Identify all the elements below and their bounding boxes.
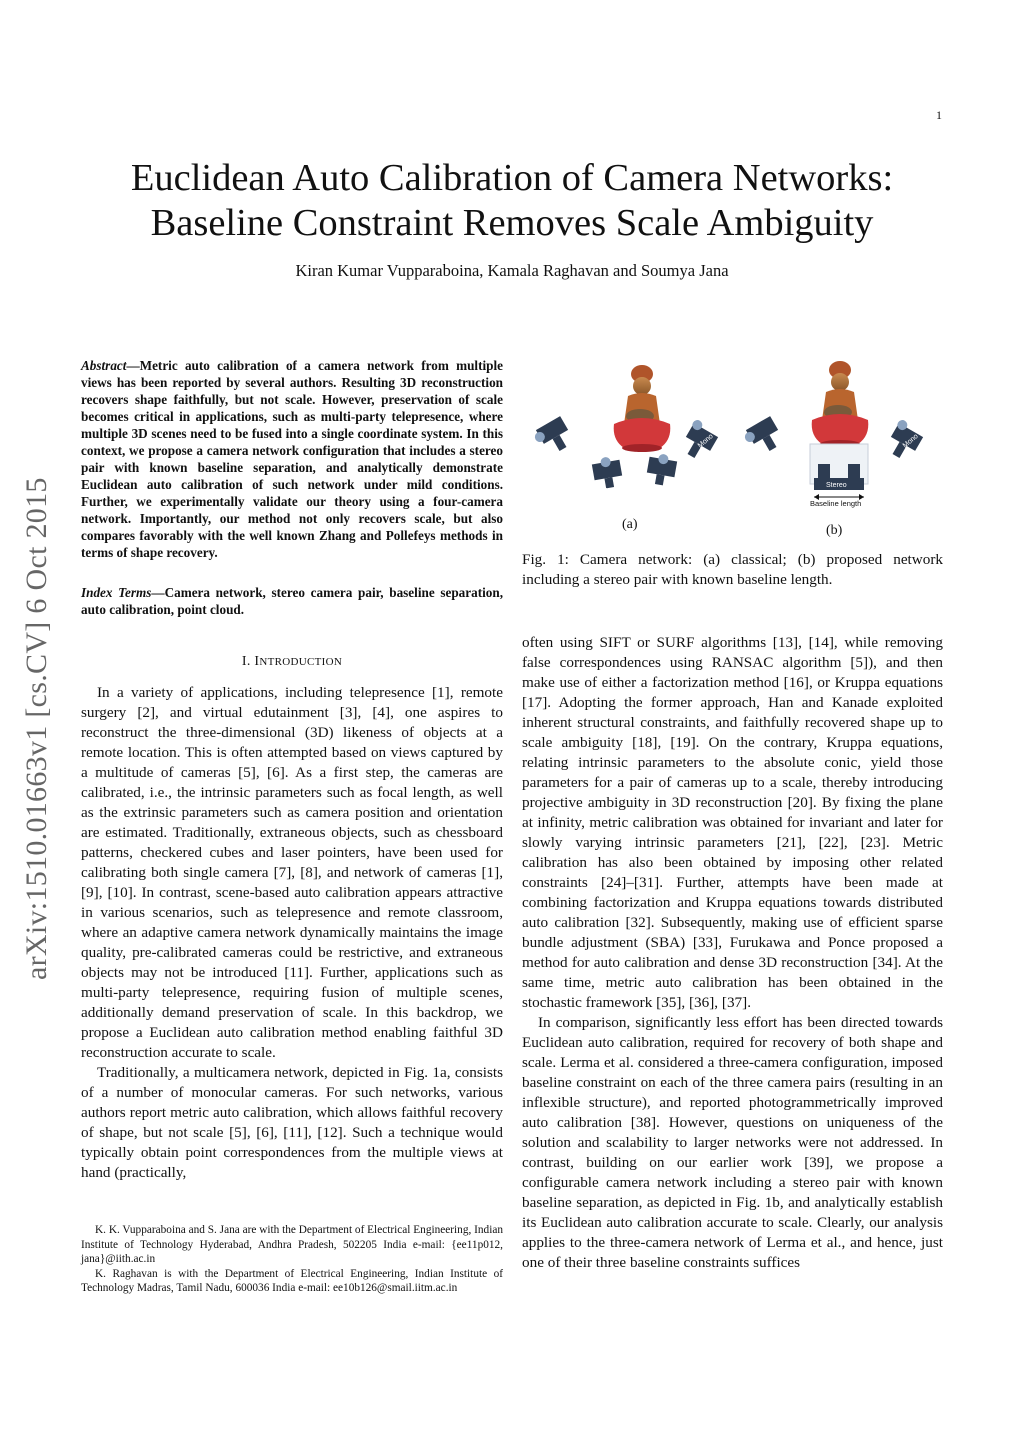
abstract: [81, 357, 503, 561]
intro-paragraph-1: In a variety of applications, including telepresence [1], remote surgery [2], and virtual edutainment [3], [4], one aspires to reconstruct the three-dimensional (3D) likeness of objects at a remote location. This is often attempted based on views captured by a multitude of cameras [5], [6]. As a first step, the cameras are calibrated, i.e., the intrinsic parameters such as focal length, as well as the extrinsic parameters such as camera position and orientation are estimated. Traditionally, extraneous objects, such as chessboard patterns, checkered cubes and laser pointers, have been used for calibrating both single camera [7], [8], and network of cameras [1], [9], [10]. In contrast, scene-based auto calibration appears attractive in various scenarios, such as telepresence and remote classroom, where an adaptive camera network dynamically maintains the image quality, pre-calibrated cameras could be restrictive, and extraneous objects may not be introduced [11]. Further, applications such as multi-party telepresence, requiring fusion of multiple scenes, additionally demand preservation of scale. In this backdrop, we propose a Euclidean auto calibration method enabling faithful 3D reconstruction accurate to scale.: [81, 684, 503, 1061]
mono-label: Mono: [598, 487, 616, 494]
index-terms-text: —Camera network, stereo camera pair, baseline separation, auto calibration, point cloud.: [81, 585, 503, 617]
footnote: [81, 1223, 503, 1296]
figurine-a: [614, 365, 671, 452]
index-terms-label: Index Terms: [81, 585, 152, 600]
camera-icon: [645, 452, 678, 487]
stereo-pair: [810, 444, 868, 508]
arxiv-stamp: [20, 400, 60, 980]
intro-paragraph-2: Traditionally, a multicamera network, depicted in Fig. 1a, consists of a number of monocular cameras. For such networks, various authors report metric auto calibration, which allows faithful recovery of shape, but not scale [5], [6], [11], [12]. Such a technique would typically obtain point correspondences from the multiple views at hand (practically,: [81, 1064, 503, 1181]
section-number: I. I: [241, 654, 260, 669]
intro-body: [81, 683, 503, 1183]
mono-label: Mono: [901, 432, 920, 450]
authors: Kiran Kumar Vupparaboina, Kamala Raghavan and Soumya Jana: [295, 261, 729, 280]
figure-1: [522, 352, 943, 542]
camera-icon: [532, 416, 576, 458]
arxiv-id: arXiv:1510.01663v1 [cs.CV] 6 Oct 2015: [20, 477, 53, 980]
mono-label: Mono: [537, 451, 556, 466]
title-line-1: Euclidean Auto Calibration of Camera Networks:: [130, 157, 894, 199]
footnote-1: K. K. Vupparaboina and S. Jana are with the Department of Electrical Engineering, Indian Institute of Technology Hyderabad, Andhra Pradesh, 502205 India e-mail: {ee11p012, jana}@iith.ac.in: [81, 1224, 503, 1266]
mono-label: Mono: [747, 451, 766, 466]
camera-icon: [883, 418, 926, 463]
baseline-label: Baseline length: [810, 499, 862, 508]
camera-icon: [742, 416, 786, 458]
right-column-body: [522, 633, 943, 1273]
figure-caption: Fig. 1: Camera network: (a) classical; (b) proposed network including a stereo pair with known baseline length.: [522, 551, 943, 588]
right-paragraph-1: often using SIFT or SURF algorithms [13], [14], while removing false correspondences using RANSAC algorithm [5]), and then make use of either a factorization method [16], or Kruppa equations [17]. Adopting the former approach, Han and Kanade exploited inherent structural constraints, and faithfully recovered shape up to scale ambiguity [18], [19]. On the contrary, Kruppa equations, relating intrinsic parameters to the absolute conic, yield those parameters for a pair of cameras up to a scale, thereby introducing projective ambiguity in 3D reconstruction [20]. By fixing the plane at infinity, metric calibration was obtained for invariant and later for slowly varying intrinsic parameters [21], [22], [23]. Metric calibration has also been obtained by imposing other related constraints [24]–[31]. Further, attempts have been made at combining factorization and Kruppa equations towards distributed auto calibration [32]. Subsequently, making use of efficient sparse bundle adjustment (SBA) [33], Furukawa and Ponce proposed a method for auto calibration and dense 3D reconstruction [34]. At the same time, metric auto calibration has been obtained in the stochastic framework [35], [36], [37].: [522, 634, 943, 1011]
camera-icon: [591, 455, 624, 490]
panel-b: [742, 361, 926, 508]
mono-label: Mono: [656, 485, 674, 492]
figurine-b: [812, 361, 869, 448]
camera-icon: [678, 418, 721, 463]
page-number: 1: [936, 108, 942, 122]
paper-title: [0, 156, 1024, 246]
section-title: NTRODUCTION: [259, 656, 343, 668]
subfigure-label-b: (b): [826, 523, 843, 538]
right-paragraph-2: In comparison, significantly less effort has been directed towards Euclidean auto calibration, required for recovery of both shape and scale. Lerma et al. considered a three-camera configuration, imposed baseline constraint on each of the three camera pairs (resulting in an inflexible structure), and reported photogrammetrically improved auto calibration [38]. However, questions on uniqueness of the solution and scalability to larger networks were not addressed. In contrast, building on our earlier work [39], we propose a configurable camera network including a stereo pair with known baseline separation, as depicted in Fig. 1b, and analytically establish its Euclidean auto calibration accurate to scale. Clearly, our analysis applies to the three-camera network of Lerma et al., and hence, just one of their three baseline constraints suffices: [522, 1014, 943, 1271]
footnote-2: K. Raghavan is with the Department of Electrical Engineering, Indian Institute of Technology Madras, Tamil Nadu, 600036 India e-mail: ee10b126@smail.iitm.ac.in: [81, 1267, 503, 1295]
stereo-label: Stereo: [826, 482, 847, 489]
title-line-2: Baseline Constraint Removes Scale Ambiguity: [150, 202, 874, 244]
mono-label: Mono: [696, 432, 715, 450]
index-terms: [81, 584, 503, 618]
abstract-text: —Metric auto calibration of a camera network from multiple views has been reported by several authors. Resulting 3D reconstruction recovers shape faithfully, but not scale. However, preservation of scale becomes critical in applications, such as multi-party telepresence, where multiple 3D scenes need to be fused into a single coordinate system. In this context, we propose a camera network configuration that includes a stereo pair with known baseline separation, and analytically demonstrate Euclidean auto calibration of such network under mild conditions. Further, we experimentally validate our theory using a four-camera network. Importantly, our method not only recovers scale, but also compares favorably with the well known Zhang and Pollefeys methods in terms of shape recovery.: [81, 358, 503, 560]
panel-a: [532, 365, 721, 494]
abstract-label: Abstract: [81, 358, 127, 373]
section-heading: [81, 654, 503, 670]
subfigure-label-a: (a): [622, 517, 638, 532]
